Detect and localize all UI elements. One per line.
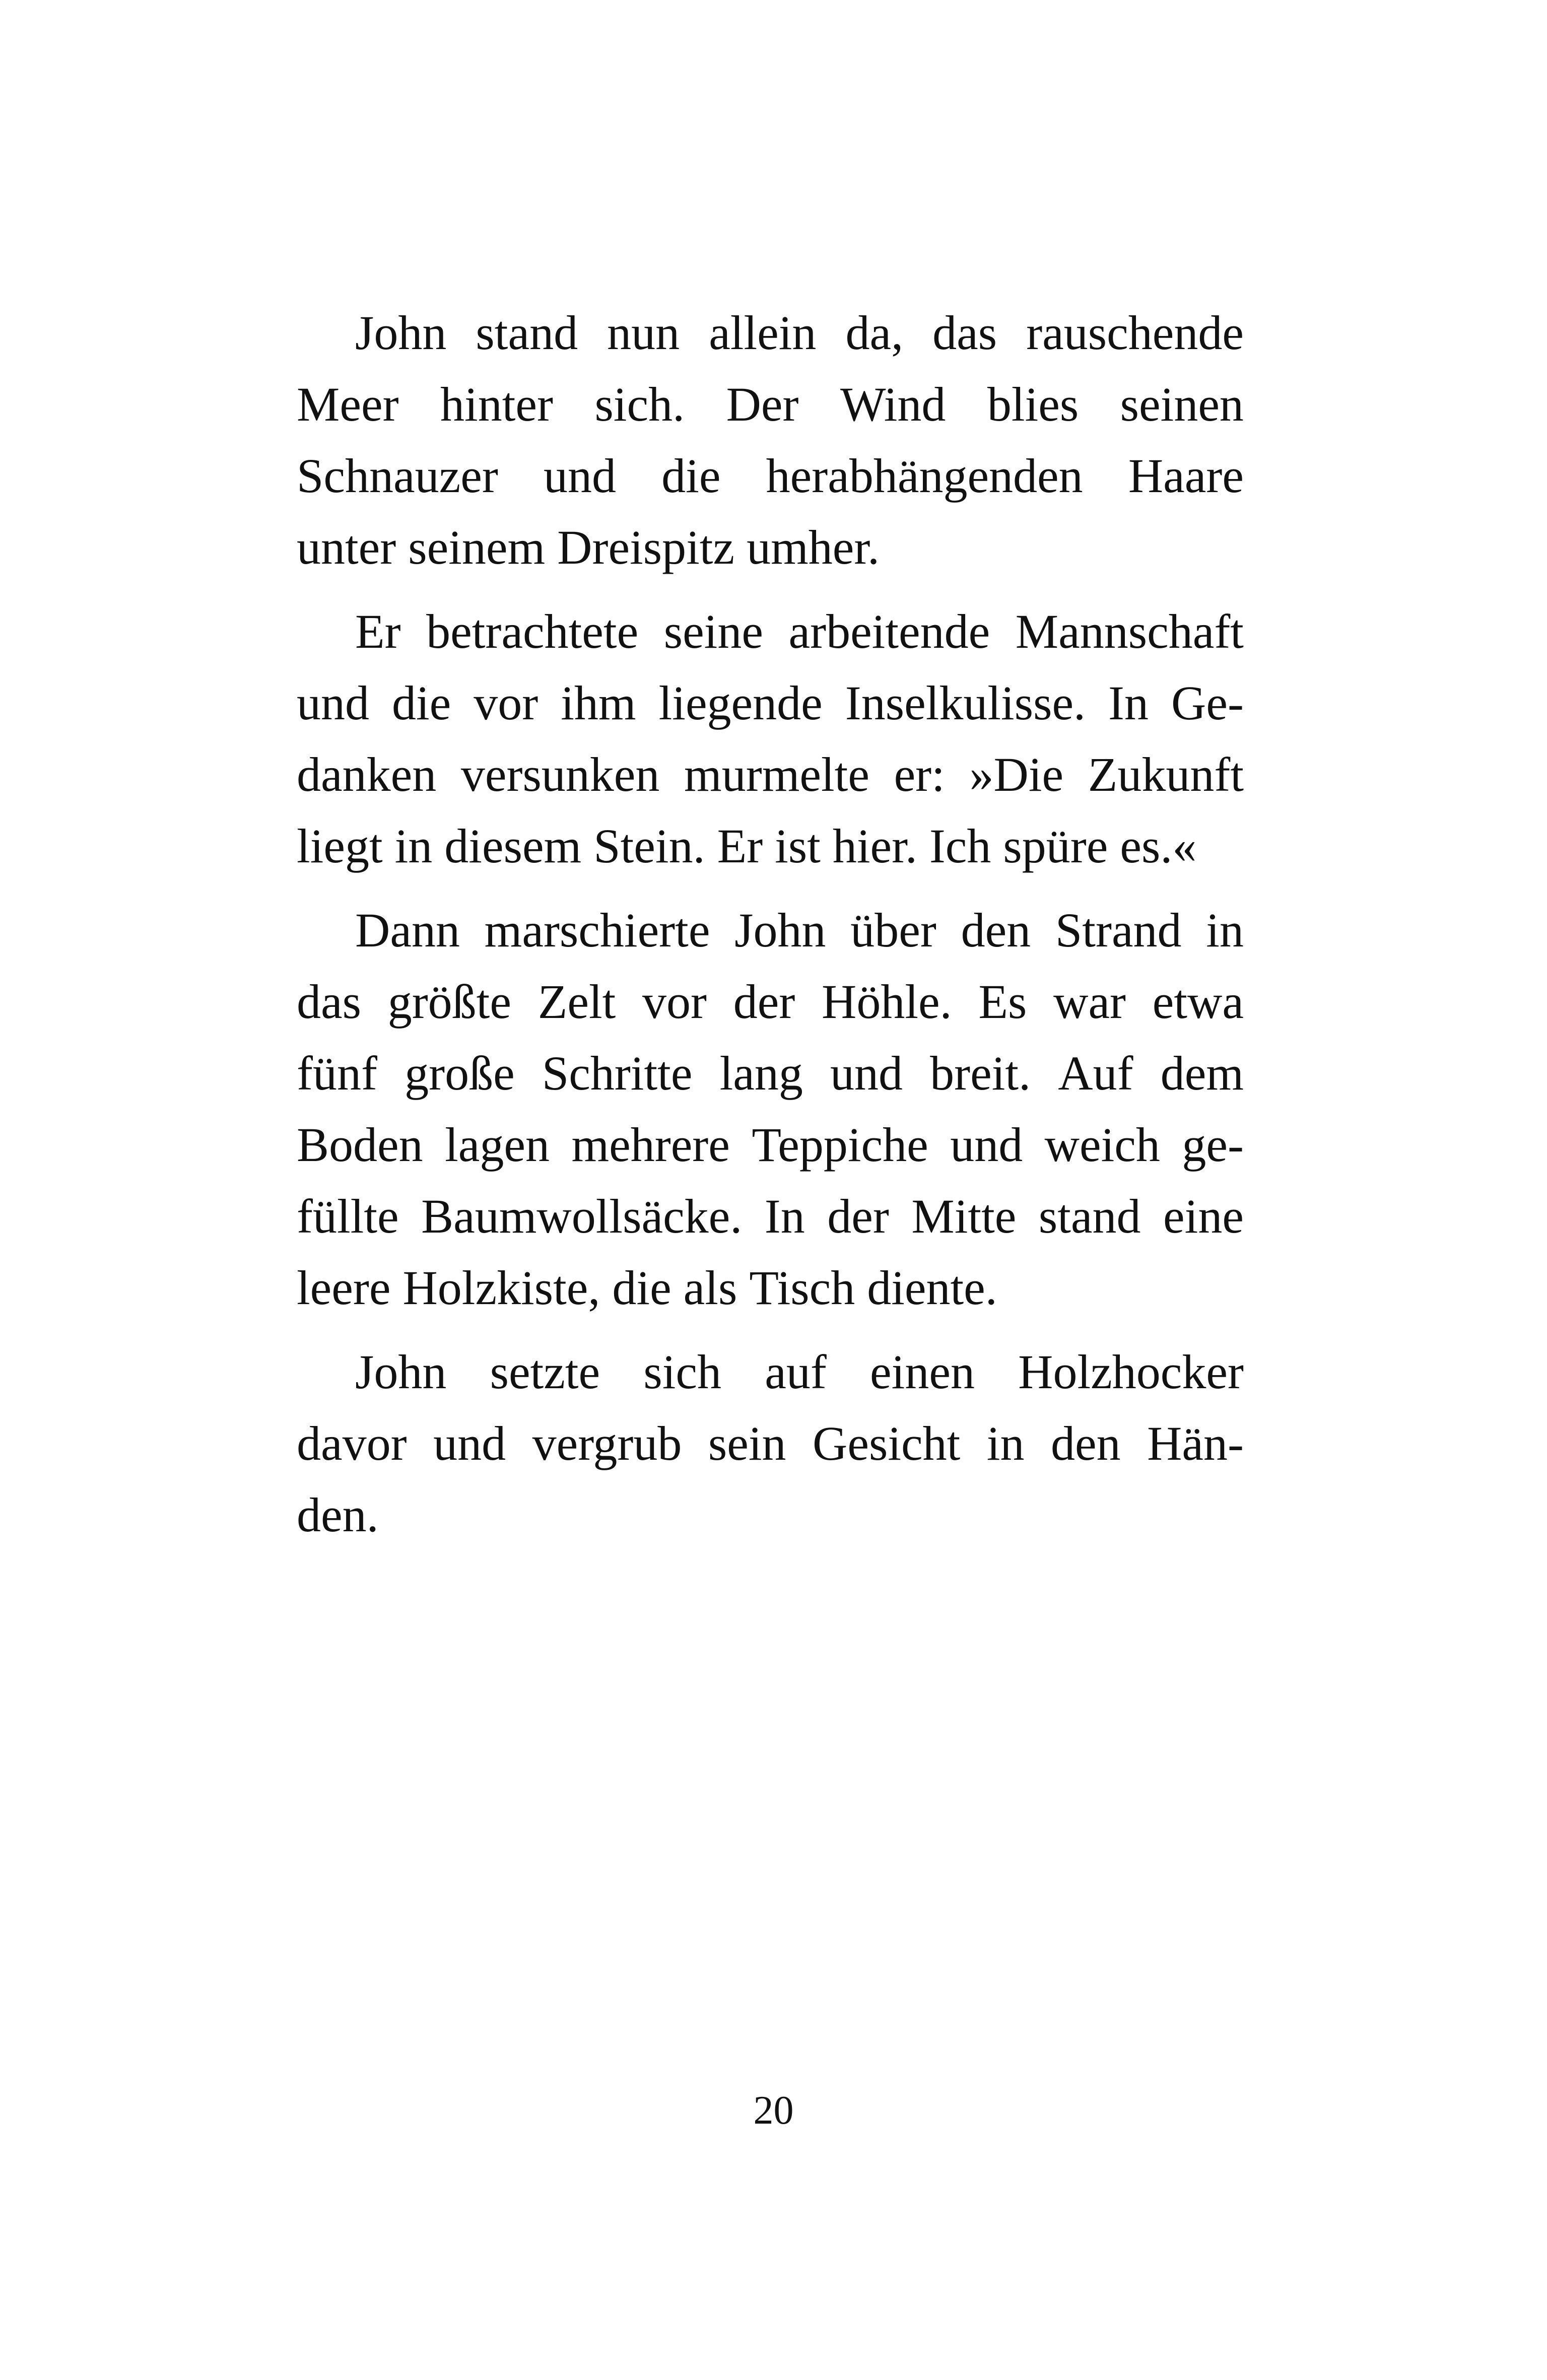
text-line [297, 596, 1244, 667]
word: Haare [1128, 449, 1244, 503]
word: Boden [297, 1118, 423, 1172]
text-line [297, 739, 1244, 810]
word: diente. [867, 1261, 997, 1315]
word: murmelte [684, 747, 869, 801]
word: ist [775, 819, 821, 873]
text-line [297, 1038, 1244, 1109]
word: In [764, 1189, 805, 1243]
text-line [297, 1336, 1244, 1408]
text-line [297, 297, 1244, 369]
word: Zelt [537, 975, 616, 1029]
text-line [297, 440, 1244, 512]
word: und [433, 1416, 506, 1470]
word: diesem [444, 819, 582, 873]
paragraph-gap [297, 1324, 1244, 1336]
word: auf [765, 1345, 827, 1399]
word: Meer [297, 377, 399, 431]
word: John [734, 903, 826, 957]
word: breit. [930, 1046, 1031, 1100]
word: davor [297, 1416, 407, 1470]
word: arbeitende [788, 604, 990, 658]
word: allein [709, 306, 817, 360]
word: Baumwollsäcke. [421, 1189, 743, 1243]
word: vergrub [532, 1416, 682, 1470]
word: und [543, 449, 616, 503]
word: seinen [1120, 377, 1244, 431]
word: leere [297, 1261, 391, 1315]
word: Zukunft [1088, 747, 1244, 801]
text-line [297, 1109, 1244, 1181]
word: Gesicht [813, 1416, 961, 1470]
word: größte [387, 975, 511, 1029]
word: herabhängenden [766, 449, 1083, 503]
paragraph [297, 596, 1244, 882]
text-line [297, 895, 1244, 966]
word: In [1108, 676, 1149, 730]
word: danken [297, 747, 437, 801]
text-line [297, 966, 1244, 1038]
word: ge- [1182, 1118, 1244, 1172]
word: da, [845, 306, 904, 360]
text-line [297, 1479, 1244, 1551]
word: und [297, 676, 369, 730]
word: unter [297, 520, 396, 574]
text-line [297, 810, 1244, 882]
word: eine [1163, 1189, 1244, 1243]
word: Der [726, 377, 799, 431]
word: marschierte [484, 903, 710, 957]
word: Inselkulisse. [845, 676, 1086, 730]
word: in [394, 819, 433, 873]
word: weich [1044, 1118, 1160, 1172]
word: Tisch [749, 1261, 855, 1315]
word: lagen [445, 1118, 550, 1172]
word: John [355, 306, 447, 360]
paragraph-gap [297, 882, 1244, 895]
word: seine [663, 604, 763, 658]
word: in [1206, 903, 1244, 957]
word: sich. [594, 377, 685, 431]
word: Teppiche [752, 1118, 928, 1172]
word: mehrere [571, 1118, 730, 1172]
word: es.« [1120, 819, 1197, 873]
word: betrachtete [426, 604, 639, 658]
word: Höhle. [822, 975, 952, 1029]
word: Es [978, 975, 1027, 1029]
word: Mitte [911, 1189, 1017, 1243]
word: spüre [1003, 819, 1108, 873]
word: sein [708, 1416, 786, 1470]
word: Er [355, 604, 401, 658]
word: über [850, 903, 936, 957]
word: Auf [1058, 1046, 1133, 1100]
word: Mannschaft [1015, 604, 1244, 658]
text-line [297, 667, 1244, 739]
word: die [612, 1261, 671, 1315]
body-text [297, 297, 1244, 1551]
text-line [297, 1252, 1244, 1324]
word: Schritte [542, 1046, 693, 1100]
word: war [1053, 975, 1126, 1029]
word: ihm [561, 676, 636, 730]
word: sich [643, 1345, 721, 1399]
word: umher. [747, 520, 880, 574]
word: den. [297, 1488, 379, 1542]
paragraph-gap [297, 583, 1244, 596]
page-number: 20 [753, 2088, 794, 2133]
word: er: [894, 747, 945, 801]
paragraph [297, 1336, 1244, 1551]
word: Dreispitz [557, 520, 735, 574]
word: hinter [440, 377, 553, 431]
word: fünf [297, 1046, 377, 1100]
word: stand [1038, 1189, 1141, 1243]
word: Holzkiste, [402, 1261, 600, 1315]
word: John [355, 1345, 447, 1399]
word: das [932, 306, 997, 360]
word: Strand [1055, 903, 1182, 957]
word: große [405, 1046, 515, 1100]
word: Er [717, 819, 763, 873]
word: und [830, 1046, 903, 1100]
word: der [827, 1189, 889, 1243]
word: die [392, 676, 451, 730]
word: Holzhocker [1018, 1345, 1244, 1399]
word: dem [1160, 1046, 1244, 1100]
word: liegende [658, 676, 823, 730]
word: versunken [460, 747, 660, 801]
word: füllte [297, 1189, 399, 1243]
word: Stein. [593, 819, 705, 873]
text-line [297, 512, 1244, 583]
word: Wind [840, 377, 946, 431]
word: setzte [490, 1345, 600, 1399]
text-line [297, 1181, 1244, 1252]
word: Ich [929, 819, 991, 873]
word: seinem [408, 520, 546, 574]
paragraph [297, 895, 1244, 1324]
word: den [961, 903, 1031, 957]
word: der [733, 975, 795, 1029]
word: als [683, 1261, 737, 1315]
word: in [986, 1416, 1025, 1470]
word: einen [870, 1345, 975, 1399]
word: Schnauzer [297, 449, 498, 503]
word: hier. [832, 819, 917, 873]
word: die [661, 449, 721, 503]
paragraph [297, 297, 1244, 583]
word: etwa [1152, 975, 1244, 1029]
word: vor [642, 975, 707, 1029]
word: das [297, 975, 361, 1029]
word: »Die [969, 747, 1064, 801]
word: liegt [297, 819, 383, 873]
word: Ge- [1171, 676, 1244, 730]
text-line [297, 1408, 1244, 1479]
word: und [950, 1118, 1023, 1172]
word: lang [719, 1046, 803, 1100]
word: stand [476, 306, 578, 360]
word: Hän- [1147, 1416, 1244, 1470]
text-line [297, 369, 1244, 440]
word: den [1050, 1416, 1121, 1470]
word: nun [607, 306, 680, 360]
word: vor [474, 676, 539, 730]
word: rauschende [1026, 306, 1244, 360]
word: Dann [355, 903, 460, 957]
word: blies [987, 377, 1079, 431]
